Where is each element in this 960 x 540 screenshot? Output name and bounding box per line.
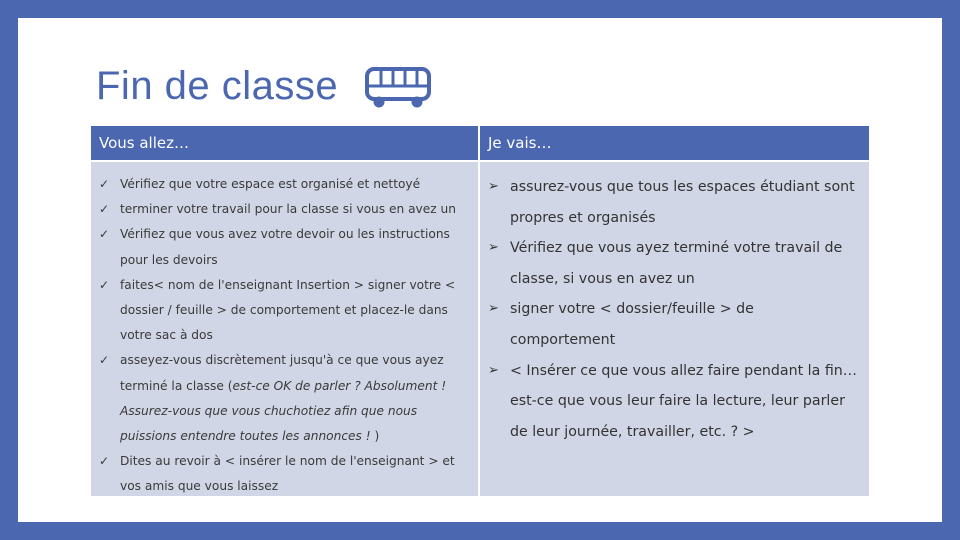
slide <box>18 18 942 522</box>
student-tasks-cell <box>91 162 478 496</box>
title-row <box>96 62 432 110</box>
page-title: Fin de classe <box>96 63 339 108</box>
list-item: ✓ Dites au revoir à < insérer le nom de l'enseignant > et vos amis que vous laissez <box>99 449 470 499</box>
list-item: ✓ asseyez-vous discrètement jusqu'à ce que vous ayez terminé la classe (est-ce OK de parler ? Absolument ! Assurez-vous que vous chuchotiez afin que nous puissions entendre toutes les annonces ! ) <box>99 348 470 449</box>
list-item: ✓ Vérifiez que vous avez votre devoir ou les instructions pour les devoirs <box>99 222 470 272</box>
list-item: ➢ Vérifiez que vous ayez terminé votre travail de classe, si vous en avez un <box>488 233 861 294</box>
list-item: ➢ assurez-vous que tous les espaces étudiant sont propres et organisés <box>488 172 861 233</box>
teacher-tasks-cell <box>480 162 869 496</box>
instructions-table <box>91 126 869 496</box>
list-item: ➢ signer votre < dossier/feuille > de comportement <box>488 294 861 355</box>
checkmark-icon: ✓ <box>99 353 110 368</box>
arrow-bullet-icon: ➢ <box>488 240 499 256</box>
checkmark-icon: ✓ <box>99 454 110 469</box>
arrow-bullet-icon: ➢ <box>488 362 499 378</box>
arrow-bullet-icon: ➢ <box>488 179 499 194</box>
student-task-list <box>99 172 470 500</box>
arrow-bullet-icon: ➢ <box>488 301 499 317</box>
checkmark-icon: ✓ <box>99 277 110 292</box>
checkmark-icon: ✓ <box>99 227 110 242</box>
list-item: ➢ < Insérer ce que vous allez faire pendant la fin… est-ce que vous leur faire la lecture, leur parler de leur journée, travailler, etc. ? > <box>488 356 861 448</box>
list-item: ✓ faites< nom de l'enseignant Insertion > signer votre < dossier / feuille > de comportement et placez-le dans votre sac à dos <box>99 273 470 349</box>
column-header-vous-allez: Vous allez… <box>91 126 478 160</box>
list-item: ✓ Vérifiez que votre espace est organisé et nettoyé <box>99 172 470 197</box>
bus-icon <box>364 66 432 110</box>
column-header-je-vais: Je vais… <box>480 126 869 160</box>
checkmark-icon: ✓ <box>99 202 110 217</box>
checkmark-icon: ✓ <box>99 177 110 191</box>
list-item: ✓ terminer votre travail pour la classe si vous en avez un <box>99 197 470 222</box>
teacher-task-list <box>488 172 861 447</box>
